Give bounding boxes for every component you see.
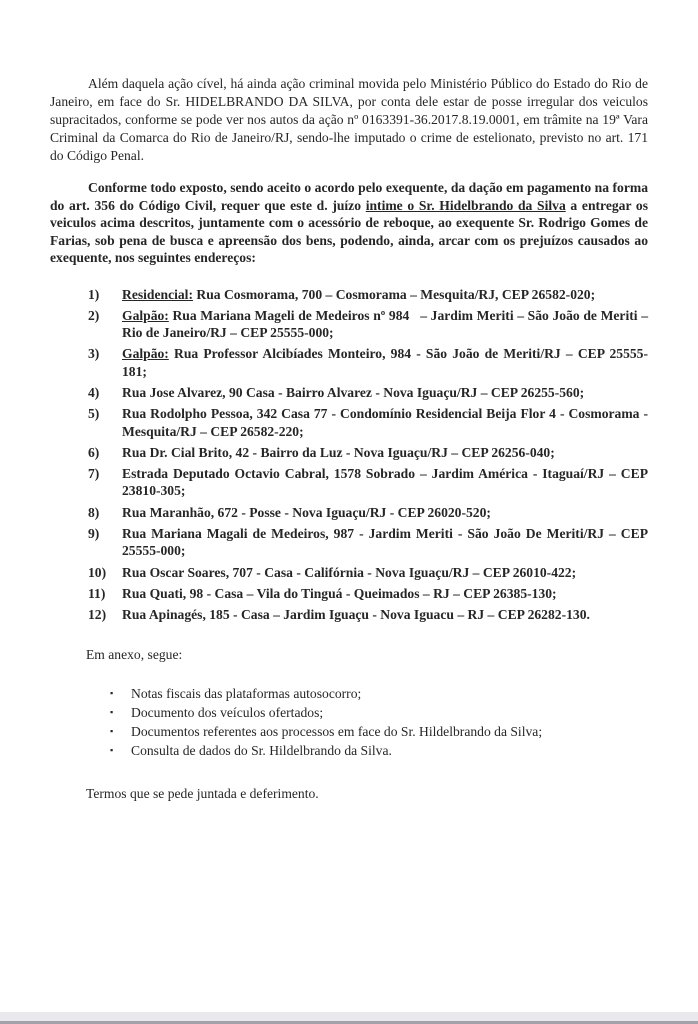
address-item-number: 8) (88, 504, 100, 520)
annex-list (50, 684, 648, 760)
address-item (50, 307, 648, 342)
square-bullet-icon: ▪ (110, 725, 114, 736)
address-item-text: Rua Dr. Cial Brito, 42 - Bairro da Luz - Nova Iguaçu/RJ – CEP 26256-040; (122, 444, 555, 460)
address-item-text: Rua Professor Alcibíades Monteiro, 984 - São João de Meriti/RJ – CEP 25555-181; (122, 346, 648, 379)
address-item-text: Rua Quati, 98 - Casa – Vila do Tinguá - Queimados – RJ – CEP 26385-130; (122, 585, 557, 601)
address-item-text: Rua Cosmorama, 700 – Cosmorama – Mesquita/RJ, CEP 26582-020; (192, 286, 596, 302)
square-bullet-icon: ▪ (110, 744, 114, 755)
address-type-label: Galpão: (122, 307, 169, 323)
address-item-text: Rua Maranhão, 672 - Posse - Nova Iguaçu/RJ - CEP 26020-520; (122, 504, 491, 520)
request-text-before: Conforme todo exposto, sendo aceito o acordo pelo exequente, da dação em pagamento na forma do art. 356 do Código Civil, requer que este d. juízo (50, 180, 648, 213)
address-item-text: Rua Oscar Soares, 707 - Casa - Califórnia - Nova Iguaçu/RJ – CEP 26010-422; (122, 564, 577, 580)
annex-item-text: Documentos referentes aos processos em face do Sr. Hildelbrando da Silva; (131, 723, 543, 739)
paragraph-request (50, 179, 648, 267)
square-bullet-icon: ▪ (110, 687, 114, 698)
paragraph-criminal-action: Além daquela ação cível, há ainda ação criminal movida pelo Ministério Público do Estado do Rio de Janeiro, em face do Sr. HIDELBRANDO DA SILVA, por conta dele estar de posse irregular dos veiculos supracitados, conforme se pode ver nos autos da ação nº 0163391-36.2017.8.19.0001, em trâmite na 19ª Vara Criminal da Comarca do Rio de Janeiro/RJ, sendo-lhe imputado o crime de estelionato, previsto no art. 171 do Código Penal. (50, 76, 648, 163)
address-item-text: Rua Mariana Mageli de Medeiros nº 984 – Jardim Meriti – São João de Meriti – Rio de Janeiro/RJ – CEP 25555-000; (122, 307, 648, 341)
address-item-number: 12) (88, 607, 107, 623)
closing-line: Termos que se pede juntada e deferimento. (86, 785, 319, 801)
address-item-text: Rua Rodolpho Pessoa, 342 Casa 77 - Condomínio Residencial Beija Flor 4 - Cosmorama - Mesquita/RJ – CEP 26582-220; (122, 406, 648, 439)
request-underlined-intimation: intime o Sr. Hidelbrando da Silva (365, 197, 566, 213)
address-item (50, 345, 648, 380)
address-item-number: 11) (88, 585, 106, 601)
address-item (50, 405, 648, 440)
address-item (50, 504, 648, 521)
annex-list-item (50, 703, 648, 722)
address-item (50, 465, 648, 500)
address-type-label: Residencial: (122, 286, 193, 302)
address-item (50, 606, 648, 623)
address-item (50, 585, 648, 602)
address-item-number: 5) (88, 406, 100, 422)
address-item-number: 4) (88, 384, 100, 400)
address-item (50, 384, 648, 401)
address-item-number: 3) (88, 346, 100, 362)
annex-list-item (50, 684, 648, 703)
address-item (50, 286, 648, 303)
address-item-text: Rua Apinagés, 185 - Casa – Jardim Iguaçu - Nova Iguacu – RJ – CEP 26282-130. (122, 607, 590, 623)
address-item-number: 9) (88, 526, 100, 542)
address-item-number: 7) (88, 466, 100, 482)
address-item-number: 10) (88, 564, 107, 580)
square-bullet-icon: ▪ (110, 706, 114, 717)
address-type-label: Galpão: (122, 346, 169, 362)
address-item-text: Rua Jose Alvarez, 90 Casa - Bairro Alvarez - Nova Iguaçu/RJ – CEP 26255-560; (122, 384, 585, 400)
request-text-after: a entregar os veiculos acima descritos, juntamente com o acessório de reboque, ao exequente Sr. Rodrigo Gomes de Farias, sob pena de busca e apreensão dos bens, podendo, ainda, arcar com os prejuízos causados ao exequente, nos seguintes endereços: (50, 197, 649, 265)
annex-intro: Em anexo, segue: (86, 646, 183, 662)
address-item-number: 2) (88, 307, 100, 323)
window-bottom-edge (0, 1012, 698, 1024)
annex-item-text: Documento dos veículos ofertados; (131, 704, 324, 720)
annex-list-item (50, 722, 648, 741)
address-item (50, 525, 648, 560)
annex-list-item (50, 741, 648, 760)
annex-item-text: Notas fiscais das plataformas autosocorro; (131, 685, 362, 701)
address-list (50, 286, 648, 624)
address-item-text: Rua Mariana Magali de Medeiros, 987 - Jardim Meriti - São João De Meriti/RJ – CEP 25555-000; (122, 526, 648, 559)
address-item-number: 6) (88, 444, 100, 460)
annex-item-text: Consulta de dados do Sr. Hildelbrando da Silva. (131, 742, 392, 758)
address-item (50, 564, 648, 581)
address-item-number: 1) (88, 286, 100, 302)
address-item (50, 444, 648, 461)
address-item-text: Estrada Deputado Octavio Cabral, 1578 Sobrado – Jardim América - Itaguaí/RJ – CEP 23810-305; (122, 466, 648, 499)
